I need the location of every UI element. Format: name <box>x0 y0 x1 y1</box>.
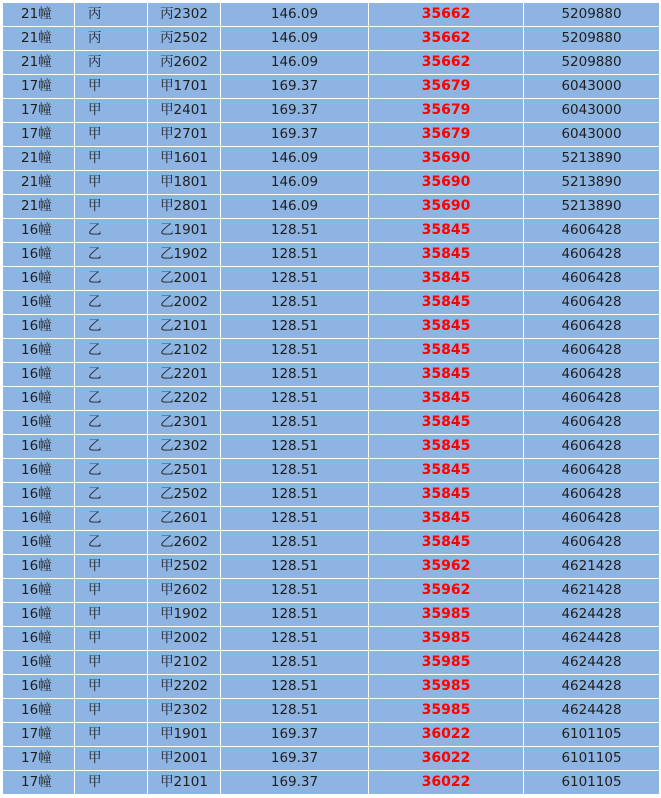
total-price-cell: 4606428 <box>524 459 660 483</box>
unit-cell: 丙 <box>75 3 148 27</box>
unit-cell: 甲 <box>75 555 148 579</box>
unit-price-cell: 35845 <box>369 315 524 339</box>
room-number-cell: 甲1901 <box>148 723 221 747</box>
room-number-cell: 乙2301 <box>148 411 221 435</box>
room-number-cell: 甲2001 <box>148 747 221 771</box>
unit-cell: 丙 <box>75 27 148 51</box>
unit-price-cell: 35845 <box>369 507 524 531</box>
room-number-cell: 甲2701 <box>148 123 221 147</box>
room-number-cell: 甲1601 <box>148 147 221 171</box>
total-price-cell: 4606428 <box>524 507 660 531</box>
total-price-cell: 4624428 <box>524 603 660 627</box>
table-row <box>3 147 660 171</box>
area-cell: 169.37 <box>221 123 369 147</box>
unit-cell: 乙 <box>75 315 148 339</box>
unit-cell: 乙 <box>75 219 148 243</box>
table-row <box>3 339 660 363</box>
total-price-cell: 4624428 <box>524 699 660 723</box>
unit-cell: 甲 <box>75 651 148 675</box>
building-cell: 21幢 <box>3 51 75 75</box>
total-price-cell: 4624428 <box>524 651 660 675</box>
building-cell: 16幢 <box>3 435 75 459</box>
table-row <box>3 459 660 483</box>
building-cell: 16幢 <box>3 507 75 531</box>
building-cell: 16幢 <box>3 459 75 483</box>
area-cell: 128.51 <box>221 315 369 339</box>
room-number-cell: 丙2502 <box>148 27 221 51</box>
room-number-cell: 甲1801 <box>148 171 221 195</box>
table-row <box>3 699 660 723</box>
building-cell: 21幢 <box>3 27 75 51</box>
unit-cell: 甲 <box>75 771 148 795</box>
table-row <box>3 675 660 699</box>
total-price-cell: 6043000 <box>524 123 660 147</box>
unit-cell: 乙 <box>75 531 148 555</box>
unit-cell: 甲 <box>75 603 148 627</box>
total-price-cell: 4606428 <box>524 243 660 267</box>
table-row <box>3 771 660 795</box>
unit-cell: 甲 <box>75 99 148 123</box>
room-number-cell: 乙2002 <box>148 291 221 315</box>
room-number-cell: 乙1901 <box>148 219 221 243</box>
table-row <box>3 27 660 51</box>
room-number-cell: 甲2502 <box>148 555 221 579</box>
table-row <box>3 747 660 771</box>
unit-cell: 丙 <box>75 51 148 75</box>
table-row <box>3 723 660 747</box>
unit-price-cell: 35985 <box>369 675 524 699</box>
room-number-cell: 乙2202 <box>148 387 221 411</box>
room-number-cell: 乙2101 <box>148 315 221 339</box>
area-cell: 128.51 <box>221 483 369 507</box>
building-cell: 16幢 <box>3 675 75 699</box>
unit-cell: 乙 <box>75 459 148 483</box>
area-cell: 146.09 <box>221 171 369 195</box>
table-row <box>3 123 660 147</box>
area-cell: 128.51 <box>221 603 369 627</box>
unit-cell: 甲 <box>75 123 148 147</box>
building-cell: 17幢 <box>3 99 75 123</box>
building-cell: 21幢 <box>3 147 75 171</box>
room-number-cell: 甲2302 <box>148 699 221 723</box>
building-cell: 16幢 <box>3 315 75 339</box>
unit-cell: 乙 <box>75 435 148 459</box>
building-cell: 21幢 <box>3 171 75 195</box>
price-table <box>2 2 660 795</box>
unit-cell: 甲 <box>75 579 148 603</box>
table-row <box>3 579 660 603</box>
area-cell: 128.51 <box>221 411 369 435</box>
unit-price-cell: 35985 <box>369 627 524 651</box>
total-price-cell: 4606428 <box>524 339 660 363</box>
building-cell: 16幢 <box>3 627 75 651</box>
table-row <box>3 387 660 411</box>
building-cell: 16幢 <box>3 243 75 267</box>
unit-cell: 甲 <box>75 675 148 699</box>
area-cell: 128.51 <box>221 435 369 459</box>
unit-price-cell: 35985 <box>369 651 524 675</box>
unit-cell: 甲 <box>75 747 148 771</box>
area-cell: 128.51 <box>221 675 369 699</box>
area-cell: 128.51 <box>221 555 369 579</box>
unit-price-cell: 35845 <box>369 411 524 435</box>
unit-cell: 甲 <box>75 723 148 747</box>
building-cell: 16幢 <box>3 531 75 555</box>
room-number-cell: 乙2102 <box>148 339 221 363</box>
building-cell: 16幢 <box>3 363 75 387</box>
building-cell: 16幢 <box>3 411 75 435</box>
total-price-cell: 6101105 <box>524 747 660 771</box>
unit-price-cell: 36022 <box>369 723 524 747</box>
total-price-cell: 6043000 <box>524 75 660 99</box>
unit-price-cell: 35845 <box>369 459 524 483</box>
area-cell: 128.51 <box>221 459 369 483</box>
unit-price-cell: 35845 <box>369 267 524 291</box>
unit-cell: 乙 <box>75 411 148 435</box>
building-cell: 17幢 <box>3 747 75 771</box>
unit-price-cell: 35679 <box>369 75 524 99</box>
table-row <box>3 435 660 459</box>
unit-price-cell: 35679 <box>369 99 524 123</box>
area-cell: 169.37 <box>221 771 369 795</box>
total-price-cell: 6101105 <box>524 723 660 747</box>
unit-price-cell: 35845 <box>369 291 524 315</box>
table-row <box>3 75 660 99</box>
room-number-cell: 甲2102 <box>148 651 221 675</box>
room-number-cell: 甲2602 <box>148 579 221 603</box>
building-cell: 16幢 <box>3 339 75 363</box>
room-number-cell: 甲2801 <box>148 195 221 219</box>
unit-cell: 甲 <box>75 699 148 723</box>
unit-price-cell: 35985 <box>369 699 524 723</box>
table-row <box>3 99 660 123</box>
room-number-cell: 甲2101 <box>148 771 221 795</box>
total-price-cell: 4606428 <box>524 435 660 459</box>
table-row <box>3 291 660 315</box>
table-row <box>3 219 660 243</box>
area-cell: 128.51 <box>221 363 369 387</box>
unit-cell: 乙 <box>75 507 148 531</box>
area-cell: 128.51 <box>221 699 369 723</box>
room-number-cell: 乙2302 <box>148 435 221 459</box>
area-cell: 128.51 <box>221 339 369 363</box>
table-row <box>3 627 660 651</box>
total-price-cell: 5213890 <box>524 147 660 171</box>
area-cell: 146.09 <box>221 195 369 219</box>
table-row <box>3 651 660 675</box>
building-cell: 17幢 <box>3 771 75 795</box>
table-row <box>3 603 660 627</box>
building-cell: 16幢 <box>3 651 75 675</box>
area-cell: 128.51 <box>221 243 369 267</box>
unit-price-cell: 35845 <box>369 387 524 411</box>
unit-cell: 甲 <box>75 171 148 195</box>
area-cell: 146.09 <box>221 27 369 51</box>
unit-price-cell: 35690 <box>369 147 524 171</box>
room-number-cell: 乙2601 <box>148 507 221 531</box>
area-cell: 146.09 <box>221 147 369 171</box>
table-row <box>3 555 660 579</box>
unit-cell: 乙 <box>75 483 148 507</box>
unit-cell: 甲 <box>75 195 148 219</box>
room-number-cell: 乙1902 <box>148 243 221 267</box>
area-cell: 146.09 <box>221 51 369 75</box>
table-row <box>3 243 660 267</box>
table-row <box>3 411 660 435</box>
total-price-cell: 4606428 <box>524 291 660 315</box>
room-number-cell: 甲1701 <box>148 75 221 99</box>
total-price-cell: 4621428 <box>524 579 660 603</box>
table-row <box>3 3 660 27</box>
total-price-cell: 5213890 <box>524 195 660 219</box>
total-price-cell: 4606428 <box>524 411 660 435</box>
building-cell: 16幢 <box>3 579 75 603</box>
unit-price-cell: 35845 <box>369 363 524 387</box>
unit-cell: 甲 <box>75 75 148 99</box>
area-cell: 169.37 <box>221 75 369 99</box>
total-price-cell: 4606428 <box>524 219 660 243</box>
unit-price-cell: 35662 <box>369 51 524 75</box>
room-number-cell: 乙2502 <box>148 483 221 507</box>
area-cell: 169.37 <box>221 723 369 747</box>
unit-price-cell: 35845 <box>369 531 524 555</box>
building-cell: 16幢 <box>3 219 75 243</box>
total-price-cell: 4606428 <box>524 363 660 387</box>
room-number-cell: 丙2602 <box>148 51 221 75</box>
table-row <box>3 171 660 195</box>
area-cell: 128.51 <box>221 579 369 603</box>
unit-cell: 乙 <box>75 363 148 387</box>
table-row <box>3 195 660 219</box>
table-row <box>3 363 660 387</box>
unit-price-cell: 35962 <box>369 579 524 603</box>
unit-price-cell: 35690 <box>369 195 524 219</box>
table-row <box>3 315 660 339</box>
area-cell: 169.37 <box>221 747 369 771</box>
total-price-cell: 4606428 <box>524 483 660 507</box>
room-number-cell: 乙2501 <box>148 459 221 483</box>
area-cell: 128.51 <box>221 267 369 291</box>
building-cell: 16幢 <box>3 387 75 411</box>
total-price-cell: 4624428 <box>524 675 660 699</box>
area-cell: 128.51 <box>221 627 369 651</box>
total-price-cell: 4606428 <box>524 267 660 291</box>
table-row <box>3 267 660 291</box>
unit-cell: 甲 <box>75 627 148 651</box>
unit-price-cell: 35845 <box>369 483 524 507</box>
building-cell: 17幢 <box>3 123 75 147</box>
area-cell: 169.37 <box>221 99 369 123</box>
area-cell: 128.51 <box>221 291 369 315</box>
unit-price-cell: 35962 <box>369 555 524 579</box>
unit-price-cell: 35845 <box>369 339 524 363</box>
total-price-cell: 5209880 <box>524 51 660 75</box>
total-price-cell: 6101105 <box>524 771 660 795</box>
total-price-cell: 4606428 <box>524 387 660 411</box>
building-cell: 16幢 <box>3 603 75 627</box>
room-number-cell: 乙2602 <box>148 531 221 555</box>
unit-cell: 乙 <box>75 267 148 291</box>
unit-price-cell: 35985 <box>369 603 524 627</box>
room-number-cell: 甲2401 <box>148 99 221 123</box>
room-number-cell: 甲2202 <box>148 675 221 699</box>
area-cell: 128.51 <box>221 531 369 555</box>
table-row <box>3 483 660 507</box>
table-row <box>3 51 660 75</box>
unit-price-cell: 35845 <box>369 219 524 243</box>
unit-price-cell: 35845 <box>369 243 524 267</box>
unit-price-cell: 35662 <box>369 3 524 27</box>
total-price-cell: 5213890 <box>524 171 660 195</box>
room-number-cell: 甲1902 <box>148 603 221 627</box>
total-price-cell: 4624428 <box>524 627 660 651</box>
room-number-cell: 乙2201 <box>148 363 221 387</box>
total-price-cell: 6043000 <box>524 99 660 123</box>
unit-cell: 乙 <box>75 243 148 267</box>
building-cell: 17幢 <box>3 75 75 99</box>
building-cell: 16幢 <box>3 483 75 507</box>
table-row <box>3 531 660 555</box>
total-price-cell: 5209880 <box>524 27 660 51</box>
unit-price-cell: 36022 <box>369 747 524 771</box>
unit-price-cell: 35679 <box>369 123 524 147</box>
building-cell: 16幢 <box>3 291 75 315</box>
building-cell: 16幢 <box>3 267 75 291</box>
table-row <box>3 507 660 531</box>
building-cell: 21幢 <box>3 195 75 219</box>
unit-cell: 乙 <box>75 339 148 363</box>
unit-cell: 乙 <box>75 387 148 411</box>
area-cell: 128.51 <box>221 219 369 243</box>
building-cell: 21幢 <box>3 3 75 27</box>
building-cell: 17幢 <box>3 723 75 747</box>
unit-price-cell: 35690 <box>369 171 524 195</box>
unit-cell: 甲 <box>75 147 148 171</box>
total-price-cell: 4621428 <box>524 555 660 579</box>
room-number-cell: 丙2302 <box>148 3 221 27</box>
building-cell: 16幢 <box>3 699 75 723</box>
price-table-body <box>3 3 660 795</box>
area-cell: 128.51 <box>221 507 369 531</box>
total-price-cell: 4606428 <box>524 315 660 339</box>
unit-price-cell: 35845 <box>369 435 524 459</box>
building-cell: 16幢 <box>3 555 75 579</box>
unit-price-cell: 35662 <box>369 27 524 51</box>
area-cell: 146.09 <box>221 3 369 27</box>
total-price-cell: 5209880 <box>524 3 660 27</box>
total-price-cell: 4606428 <box>524 531 660 555</box>
unit-cell: 乙 <box>75 291 148 315</box>
room-number-cell: 乙2001 <box>148 267 221 291</box>
room-number-cell: 甲2002 <box>148 627 221 651</box>
area-cell: 128.51 <box>221 387 369 411</box>
area-cell: 128.51 <box>221 651 369 675</box>
unit-price-cell: 36022 <box>369 771 524 795</box>
